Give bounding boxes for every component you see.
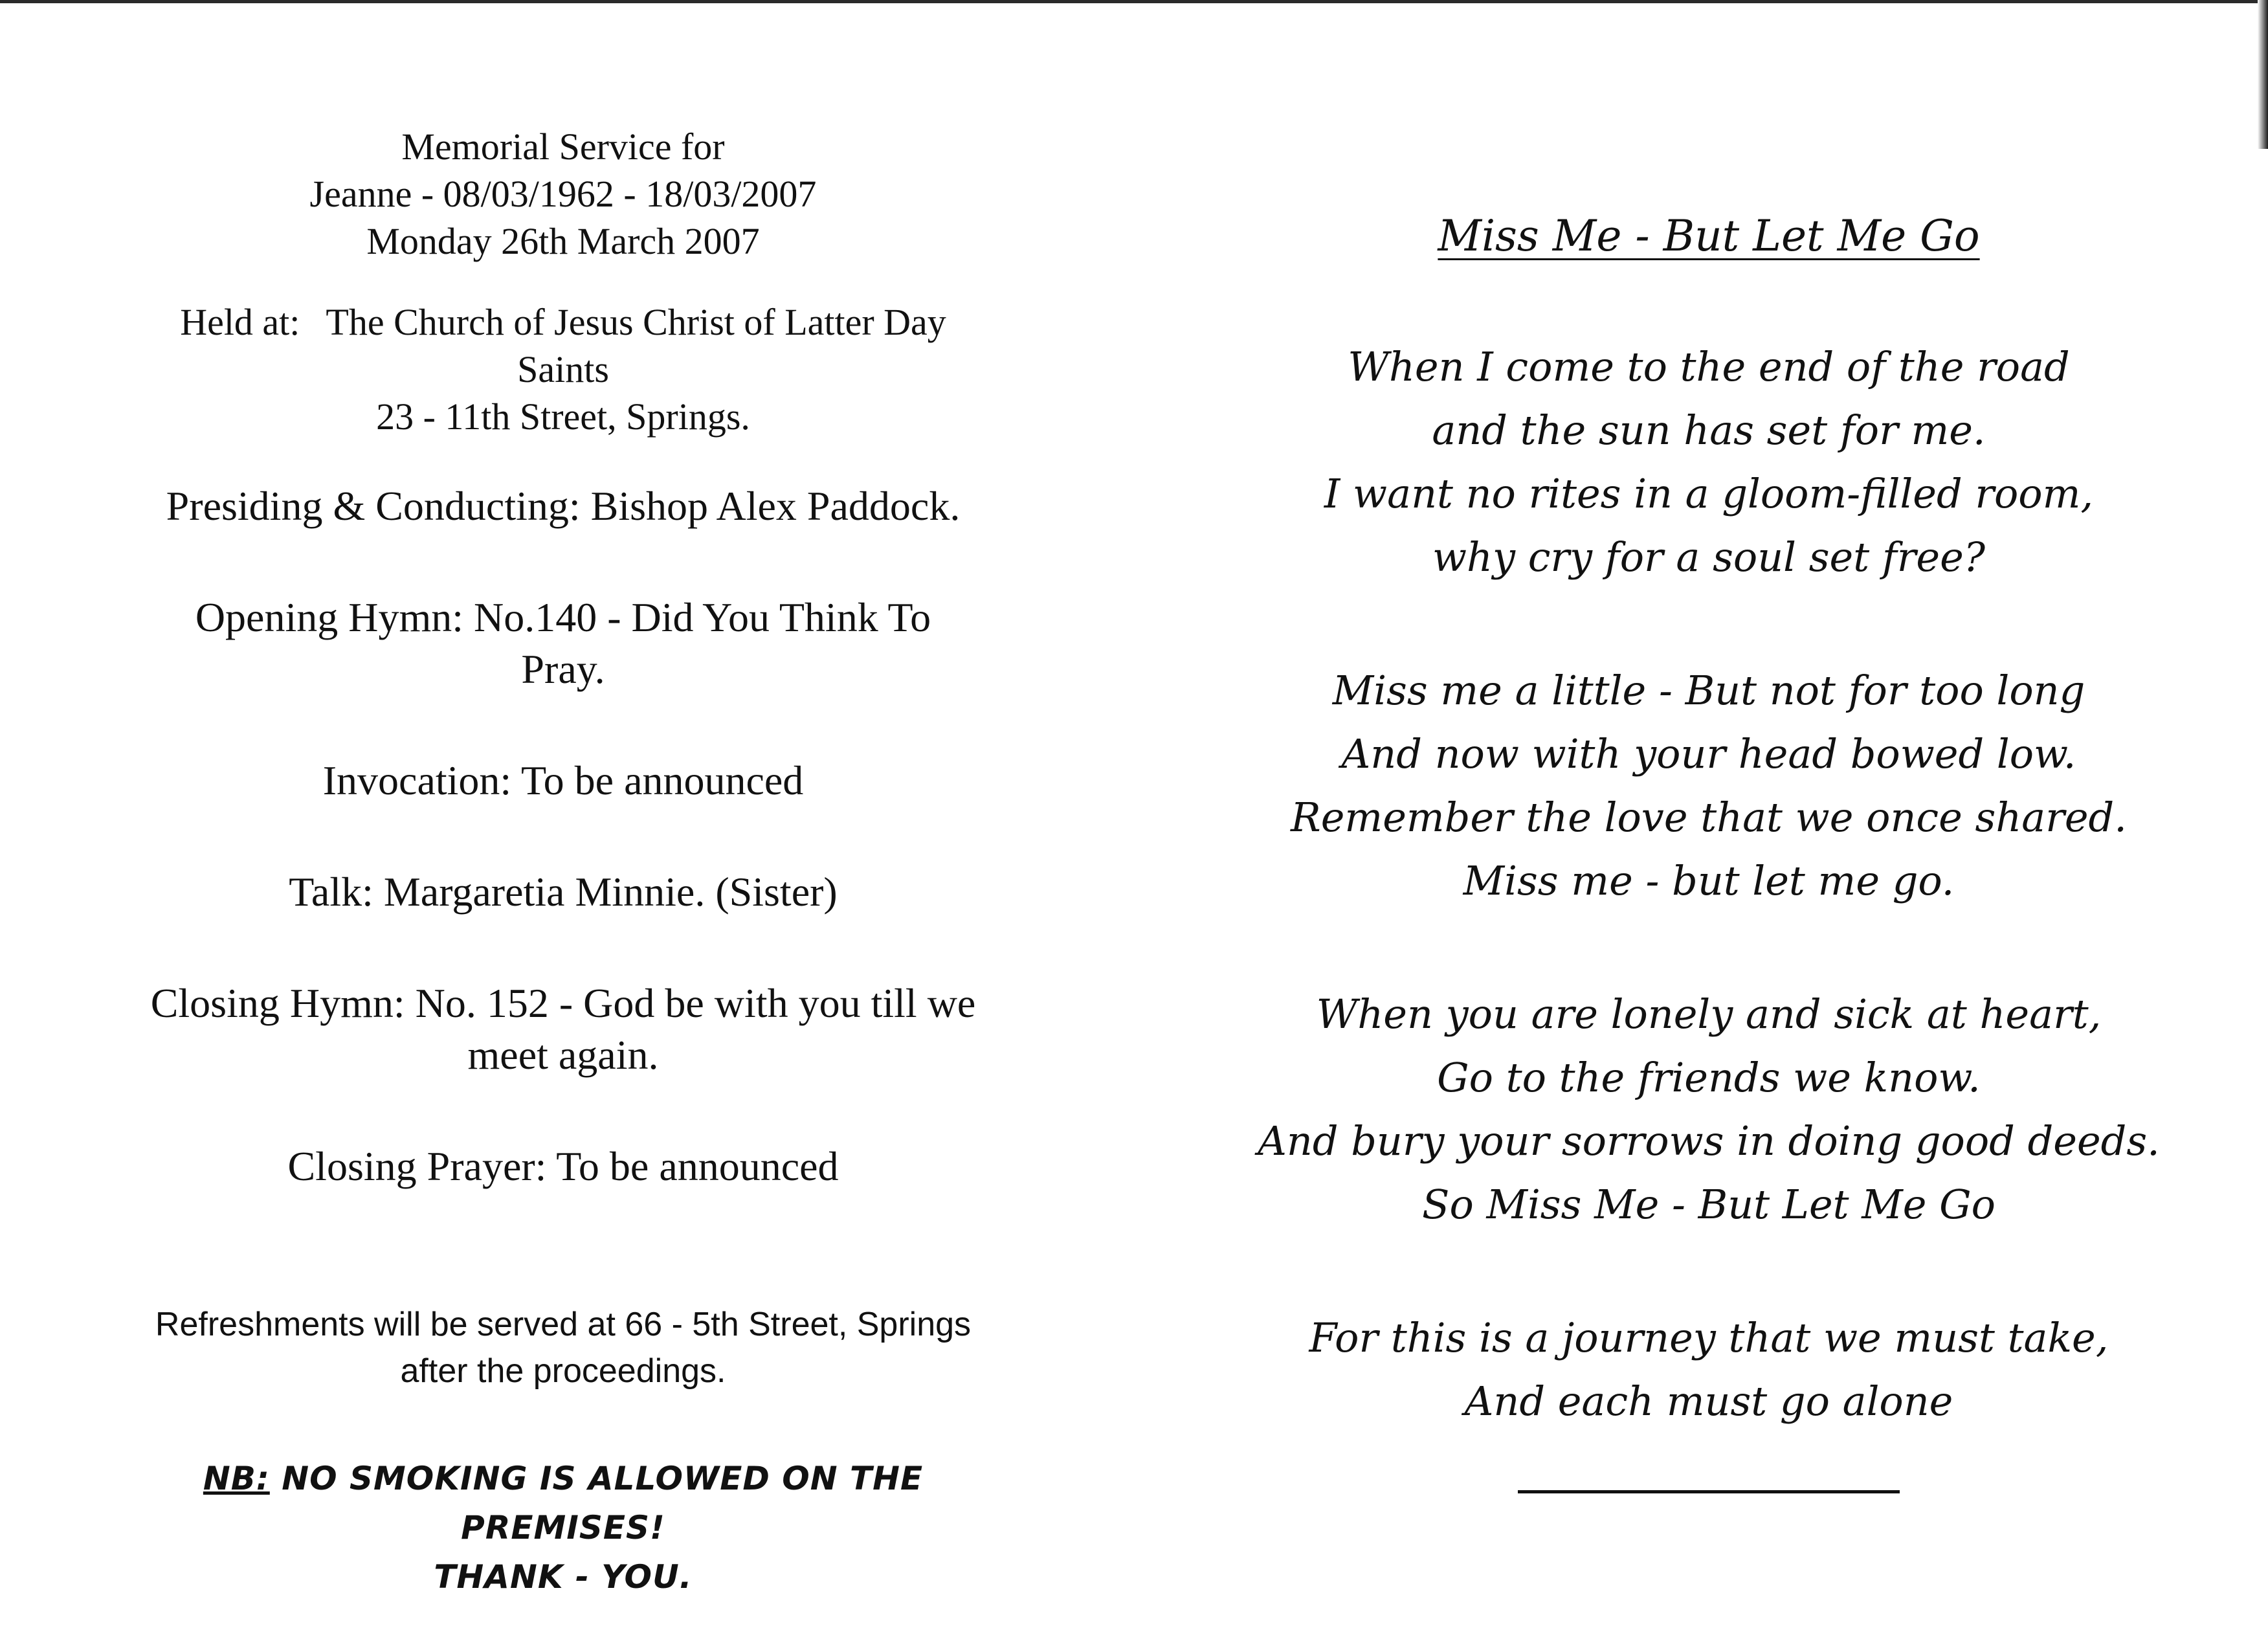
held-at [104,298,1023,440]
poem-line: So Miss Me - But Let Me Go [1421,1181,1996,1228]
poem-line: And now with your head bowed low. [1341,730,2076,777]
poem-line: I want no rites in a gloom-filled room, [1324,470,2094,517]
poem-line: Remember the love that we once shared. [1291,794,2127,841]
held-at-venue-line1: The Church of Jesus Christ of Latter Day [326,301,946,343]
poem-line: and the sun has set for me. [1432,407,1986,454]
opening-hymn: Opening Hymn: No.140 - Did You Think To Pray. [195,594,931,692]
poem-title: Miss Me - But Let Me Go [1438,211,1980,261]
held-at-address: 23 - 11th Street, Springs. [376,396,750,438]
poem-line: Miss me a little - But not for too long [1332,667,2085,714]
program-header [104,123,1023,265]
poem-line: When I come to the end of the road [1348,343,2070,390]
poem-line: why cry for a soul set free? [1432,533,1986,581]
held-at-venue-line2: Saints [517,348,609,390]
poem-line: For this is a journey that we must take, [1309,1314,2109,1361]
poem-stanza-4 [1256,1306,2162,1433]
closing-prayer: Closing Prayer: To be announced [287,1143,839,1189]
closing-hymn: Closing Hymn: No. 152 - God be with you till we meet again. [150,980,976,1078]
service-program [104,123,1023,1602]
poem-line: When you are lonely and sick at heart, [1316,990,2102,1038]
poem-stanza-2 [1256,659,2162,913]
closing-rule-divider [1518,1490,1900,1493]
presiding-conducting: Presiding & Conducting: Bishop Alex Paddock. [166,483,961,529]
poem-line: And each must go alone [1464,1378,1953,1425]
header-title: Memorial Service for [401,126,725,168]
held-at-label: Held at: [180,301,300,343]
nb-label: NB: [203,1460,270,1497]
no-smoking-text: NO SMOKING IS ALLOWED ON THE PREMISES! [269,1460,924,1546]
invocation: Invocation: To be announced [322,757,804,803]
poem-line: Miss me - but let me go. [1463,857,1955,904]
poem-stanza-3 [1256,983,2162,1236]
thank-you-text: THANK - YOU. [434,1558,693,1596]
refreshments-note [104,1301,1023,1394]
poem-stanza-1 [1256,335,2162,589]
refreshments-line2: after the proceedings. [400,1352,726,1390]
scan-edge-top [0,0,2268,3]
no-smoking-notice [104,1454,1023,1602]
poem-line: Go to the friends we know. [1437,1054,1981,1101]
refreshments-line1: Refreshments will be served at 66 - 5th Street, Springs [155,1306,972,1343]
poem-line: And bury your sorrows in doing good deeds. [1258,1117,2160,1165]
talk: Talk: Margaretia Minnie. (Sister) [289,869,838,915]
poem [1256,207,2162,1493]
header-dates: Jeanne - 08/03/1962 - 18/03/2007 [309,173,817,215]
scan-edge-right [2258,0,2268,149]
header-service-date: Monday 26th March 2007 [366,220,760,262]
